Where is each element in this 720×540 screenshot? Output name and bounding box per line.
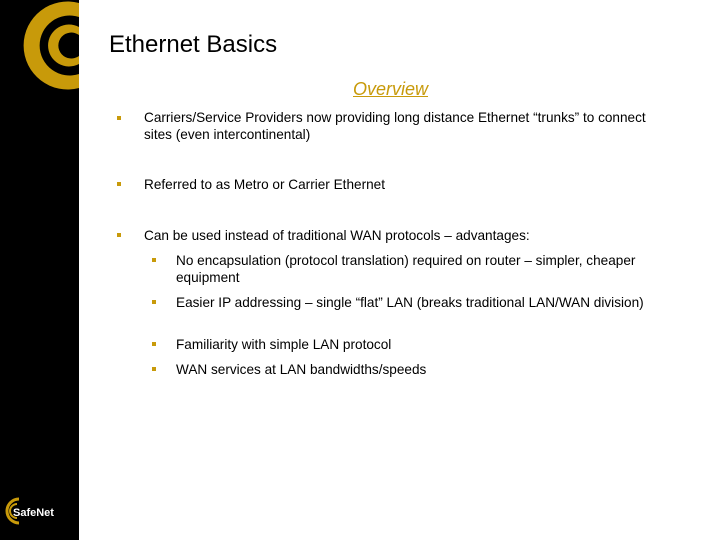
sub-bullet-marker bbox=[152, 300, 156, 304]
bullet-item: Carriers/Service Providers now providing long distance Ethernet “trunks” to connect sites (even intercontinental) bbox=[144, 110, 646, 142]
sub-bullet-marker bbox=[152, 367, 156, 371]
slide-subtitle: Overview bbox=[353, 79, 429, 99]
sub-bullet-item: Easier IP addressing – single “flat” LAN (breaks traditional LAN/WAN division) bbox=[176, 295, 644, 310]
sub-bullet-item: WAN services at LAN bandwidths/speeds bbox=[176, 362, 427, 377]
sub-bullet-marker bbox=[152, 258, 156, 262]
safenet-logo bbox=[2, 494, 77, 528]
bullet-marker bbox=[117, 233, 121, 237]
bullet-marker bbox=[117, 116, 121, 120]
sub-bullet-item: No encapsulation (protocol translation) required on router – simpler, cheaper equipment bbox=[176, 253, 636, 285]
sidebar bbox=[0, 0, 79, 540]
crescent-swirl-icon bbox=[0, 0, 79, 95]
slide-title: Ethernet Basics bbox=[109, 31, 278, 58]
sub-bullet-marker bbox=[152, 342, 156, 346]
sub-bullet-item: Familiarity with simple LAN protocol bbox=[176, 337, 392, 352]
bullet-marker bbox=[117, 182, 121, 186]
bullet-item: Can be used instead of traditional WAN protocols – advantages: bbox=[144, 228, 530, 243]
logo-text: SafeNet bbox=[13, 507, 54, 519]
bullet-item: Referred to as Metro or Carrier Ethernet bbox=[144, 177, 386, 192]
